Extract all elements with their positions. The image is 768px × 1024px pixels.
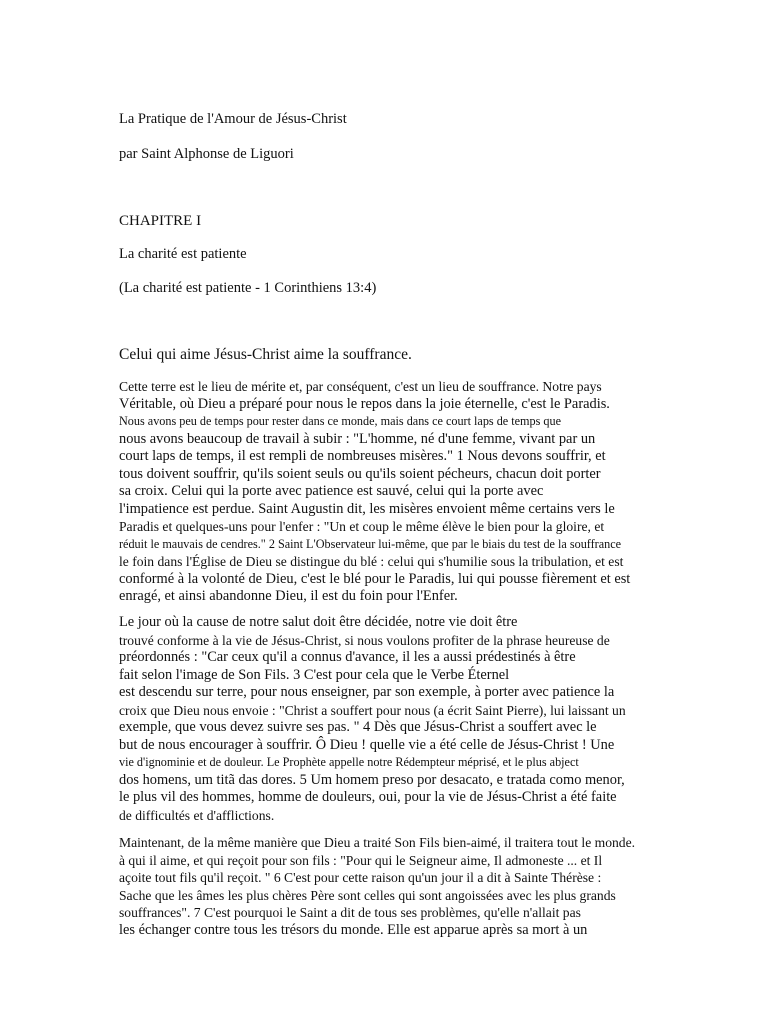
text-line: exemple, que vous devez suivre ses pas. " 4 Dès que Jésus-Christ a souffert avec le	[119, 719, 597, 735]
text-line: l'impatience est perdue. Saint Augustin dit, les misères envoient même certains vers le	[119, 500, 615, 517]
paragraph-3	[119, 834, 679, 939]
text-line: Le jour où la cause de notre salut doit être décidée, notre vie doit être	[119, 614, 518, 630]
chapter-heading: CHAPITRE I	[119, 213, 202, 229]
text-line: sa croix. Celui qui la porte avec patience est sauvé, celui qui la porte avec	[119, 483, 544, 499]
text-line: conformé à la volonté de Dieu, c'est le blé pour le Paradis, lui qui pousse fièrement et est	[119, 570, 631, 587]
text-line: vie d'ignominie et de douleur. Le Prophète appelle notre Rédempteur méprisé, et le plus abject	[119, 755, 579, 769]
lead-sentence: Celui qui aime Jésus-Christ aime la souffrance.	[119, 346, 412, 363]
text-line: les échanger contre tous les trésors du monde. Elle est apparue après sa mort à un	[119, 921, 588, 938]
chapter-subtitle: La charité est patiente	[119, 246, 247, 262]
text-line: nous avons beaucoup de travail à subir : "L'homme, né d'une femme, vivant par un	[119, 430, 596, 447]
text-line: dos homens, um titã das dores. 5 Um homem preso por desacato, e tratada como menor,	[119, 771, 625, 788]
document-title: La Pratique de l'Amour de Jésus-Christ	[119, 111, 347, 127]
text-line: croix que Dieu nous envoie : "Christ a souffert pour nous (a écrit Saint Pierre), lui laissant un	[119, 702, 626, 718]
text-line: trouvé conforme à la vie de Jésus-Christ, si nous voulons profiter de la phrase heureuse de	[119, 632, 610, 648]
text-line: court laps de temps, il est rempli de nombreuses misères." 1 Nous devons souffrir, et	[119, 448, 606, 464]
paragraph-1	[119, 378, 679, 606]
text-line: réduit le mauvais de cendres." 2 Saint L'Observateur lui-même, que par le biais du test de la souffrance	[119, 536, 622, 551]
text-line: tous doivent souffrir, qu'ils soient seuls ou qu'ils soient pécheurs, chacun doit porter	[119, 465, 601, 482]
text-line: de difficultés et d'afflictions.	[119, 807, 275, 823]
text-line: açoite tout fils qu'il reçoit. " 6 C'est pour cette raison qu'un jour il a dit à Sainte Thérèse :	[119, 870, 602, 885]
chapter-reference: (La charité est patiente - 1 Corinthiens 13:4)	[119, 280, 377, 296]
text-line: enragé, et ainsi abandonne Dieu, il est du foin pour l'Enfer.	[119, 588, 458, 604]
text-line: est descendu sur terre, pour nous enseigner, par son exemple, à porter avec patience la	[119, 684, 615, 700]
text-line: à qui il aime, et qui reçoit pour son fils : "Pour qui le Seigneur aime, Il admoneste ... et Il	[119, 852, 603, 868]
text-line: Cette terre est le lieu de mérite et, par conséquent, c'est un lieu de souffrance. Notre pays	[119, 379, 602, 394]
text-line: souffrances". 7 C'est pourquoi le Saint a dit de tous ses problèmes, qu'elle n'allait pas	[119, 905, 581, 920]
document-author: par Saint Alphonse de Liguori	[119, 146, 294, 162]
text-line: Maintenant, de la même manière que Dieu a traité Son Fils bien-aimé, il traitera tout le monde.	[119, 835, 636, 850]
text-line: Véritable, où Dieu a préparé pour nous le repos dans la joie éternelle, c'est le Paradis.	[119, 395, 610, 412]
text-line: Paradis et quelques-uns pour l'enfer : "Un et coup le même élève le bien pour la gloire, et	[119, 519, 605, 534]
text-line: but de nous encourager à souffrir. Ô Dieu ! quelle vie a été celle de Jésus-Christ ! Une	[119, 736, 615, 753]
text-line: le foin dans l'Église de Dieu se distingue du blé : celui qui s'humilie sous la tribulation, et est	[119, 554, 624, 569]
text-line: fait selon l'image de Son Fils. 3 C'est pour cela que le Verbe Éternel	[119, 666, 510, 683]
paragraph-2	[119, 614, 679, 824]
text-line: Sache que les âmes les plus chères Père sont celles qui sont angoissées avec les plus grands	[119, 887, 616, 903]
text-line: Nous avons peu de temps pour rester dans ce monde, mais dans ce court laps de temps que	[119, 414, 562, 428]
text-line: préordonnés : "Car ceux qu'il a connus d'avance, il les a aussi prédestinés à être	[119, 649, 576, 665]
text-line: le plus vil des hommes, homme de douleurs, oui, pour la vie de Jésus-Christ a été faite	[119, 789, 617, 805]
